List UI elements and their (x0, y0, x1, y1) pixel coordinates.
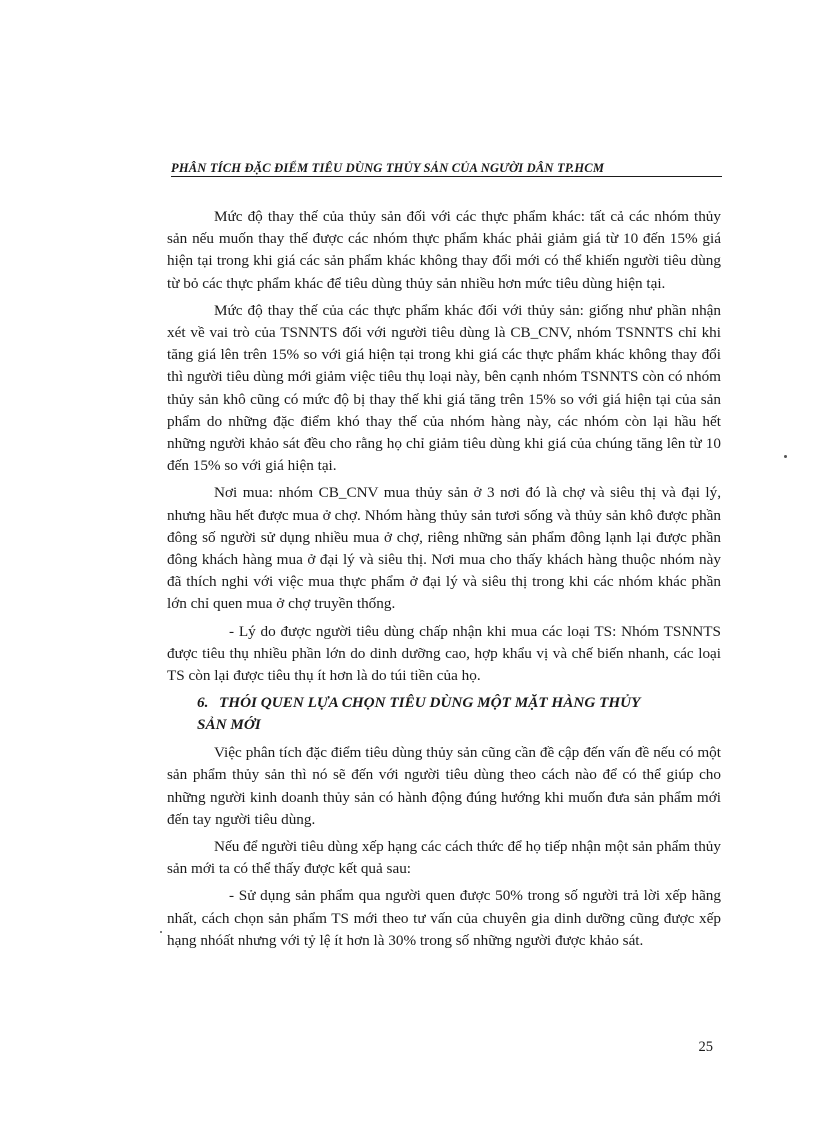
page-number: 25 (698, 1039, 713, 1055)
paragraph-substitution-of-other-foods: Mức độ thay thế của các thực phẩm khác đối với thủy sản: giống như phần nhận xét về vai trò của TSNNTS đối với người tiêu dùng là CB_CNV, nhóm TSNNTS chỉ khi tăng giá lên trên 15% so với giá hiện tại trong khi giá các thực phẩm khác không thay đổi thì người tiêu dùng mới giảm việc tiêu thụ loại này, bên cạnh nhóm TSNNTS còn có nhóm thủy sản khô cũng có mức độ bị thay thế khi giá tăng trên 15% so với giá hiện tại của sản phẩm do những đặc điểm khó thay thế của nhóm hàng này, các nhóm còn lại hầu hết những người khảo sát đều cho rằng họ chỉ giảm tiêu dùng khi giá của chúng tăng lên từ 10 đến 15% so với giá hiện tại. (167, 301, 721, 475)
document-body (167, 206, 721, 957)
paragraph-place-of-purchase: Nơi mua: nhóm CB_CNV mua thủy sản ở 3 nơi đó là chợ và siêu thị và đại lý, nhưng hầu hết được mua ở chợ. Nhóm hàng thủy sản tươi sống và thủy sản khô được phần đông số người sử dụng nhiều mua ở chợ, riêng những sản phẩm đông lạnh lại được phần đông khách hàng mua ở đại lý và siêu thị. Nơi mua cho thấy khách hàng thuộc nhóm này đã thích nghi với việc mua thực phẩm ở đại lý và siêu thị trong khi các nhóm khác phần lớn chỉ quen mua ở chợ truyền thống. (167, 484, 721, 613)
paragraph-ranking-intro: Nếu để người tiêu dùng xếp hạng các cách thức để họ tiếp nhận một sản phẩm thủy sản mới ta có thể thấy được kết quả sau: (167, 838, 721, 878)
paragraph-section-intro: Việc phân tích đặc điểm tiêu dùng thủy sản cũng cần đề cập đến vấn đề nếu có một sản phẩm thủy sản thì nó sẽ đến với người tiêu dùng theo cách nào để có thể giúp cho những người kinh doanh thủy sản có hành động đúng hướng khi muốn đưa sản phẩm mới đến tay người tiêu dùng. (167, 744, 721, 828)
scan-speck (160, 931, 162, 933)
running-header: PHÂN TÍCH ĐẶC ĐIỂM TIÊU DÙNG THỦY SẢN CỦA NGƯỜI DÂN TP.HCM (171, 161, 722, 177)
section-number: 6. (197, 694, 209, 712)
paragraph-substitution-of-seafood: Mức độ thay thế của thủy sản đối với các thực phẩm khác: tất cả các nhóm thủy sản nếu muốn thay thế được các nhóm thực phẩm khác phải giảm giá từ 10 đến 15% giá hiện tại trong khi giá các sản phẩm khác không thay đổi mới có thể khiến người tiêu dùng từ bỏ các thực phẩm khác để tiêu dùng thủy sản nhiều hơn mức tiêu dùng hiện tại. (167, 208, 721, 292)
paragraph-ranking-result: - Sử dụng sản phẩm qua người quen được 50% trong số người trả lời xếp hãng nhất, cách chọn sản phẩm TS mới theo tư vấn của chuyên gia dinh dưỡng cũng được xếp hạng nhóất nhưng với tỷ lệ ít hơn là 30% trong số những người được khảo sát. (167, 887, 721, 949)
section-heading (197, 692, 721, 736)
scan-speck (784, 455, 787, 458)
paragraph-reasons-for-purchase: - Lý do được người tiêu dùng chấp nhận khi mua các loại TS: Nhóm TSNNTS được tiêu thụ nhiều phần lớn do dinh dưỡng cao, hợp khẩu vị và chế biến nhanh, các loại TS còn lại được tiêu thụ ít hơn là do túi tiền của họ. (167, 622, 721, 685)
section-title-line2: SẢN MỚI (197, 716, 261, 734)
section-title-line1: THÓI QUEN LỰA CHỌN TIÊU DÙNG MỘT MẶT HÀNG THỦY (219, 694, 641, 712)
